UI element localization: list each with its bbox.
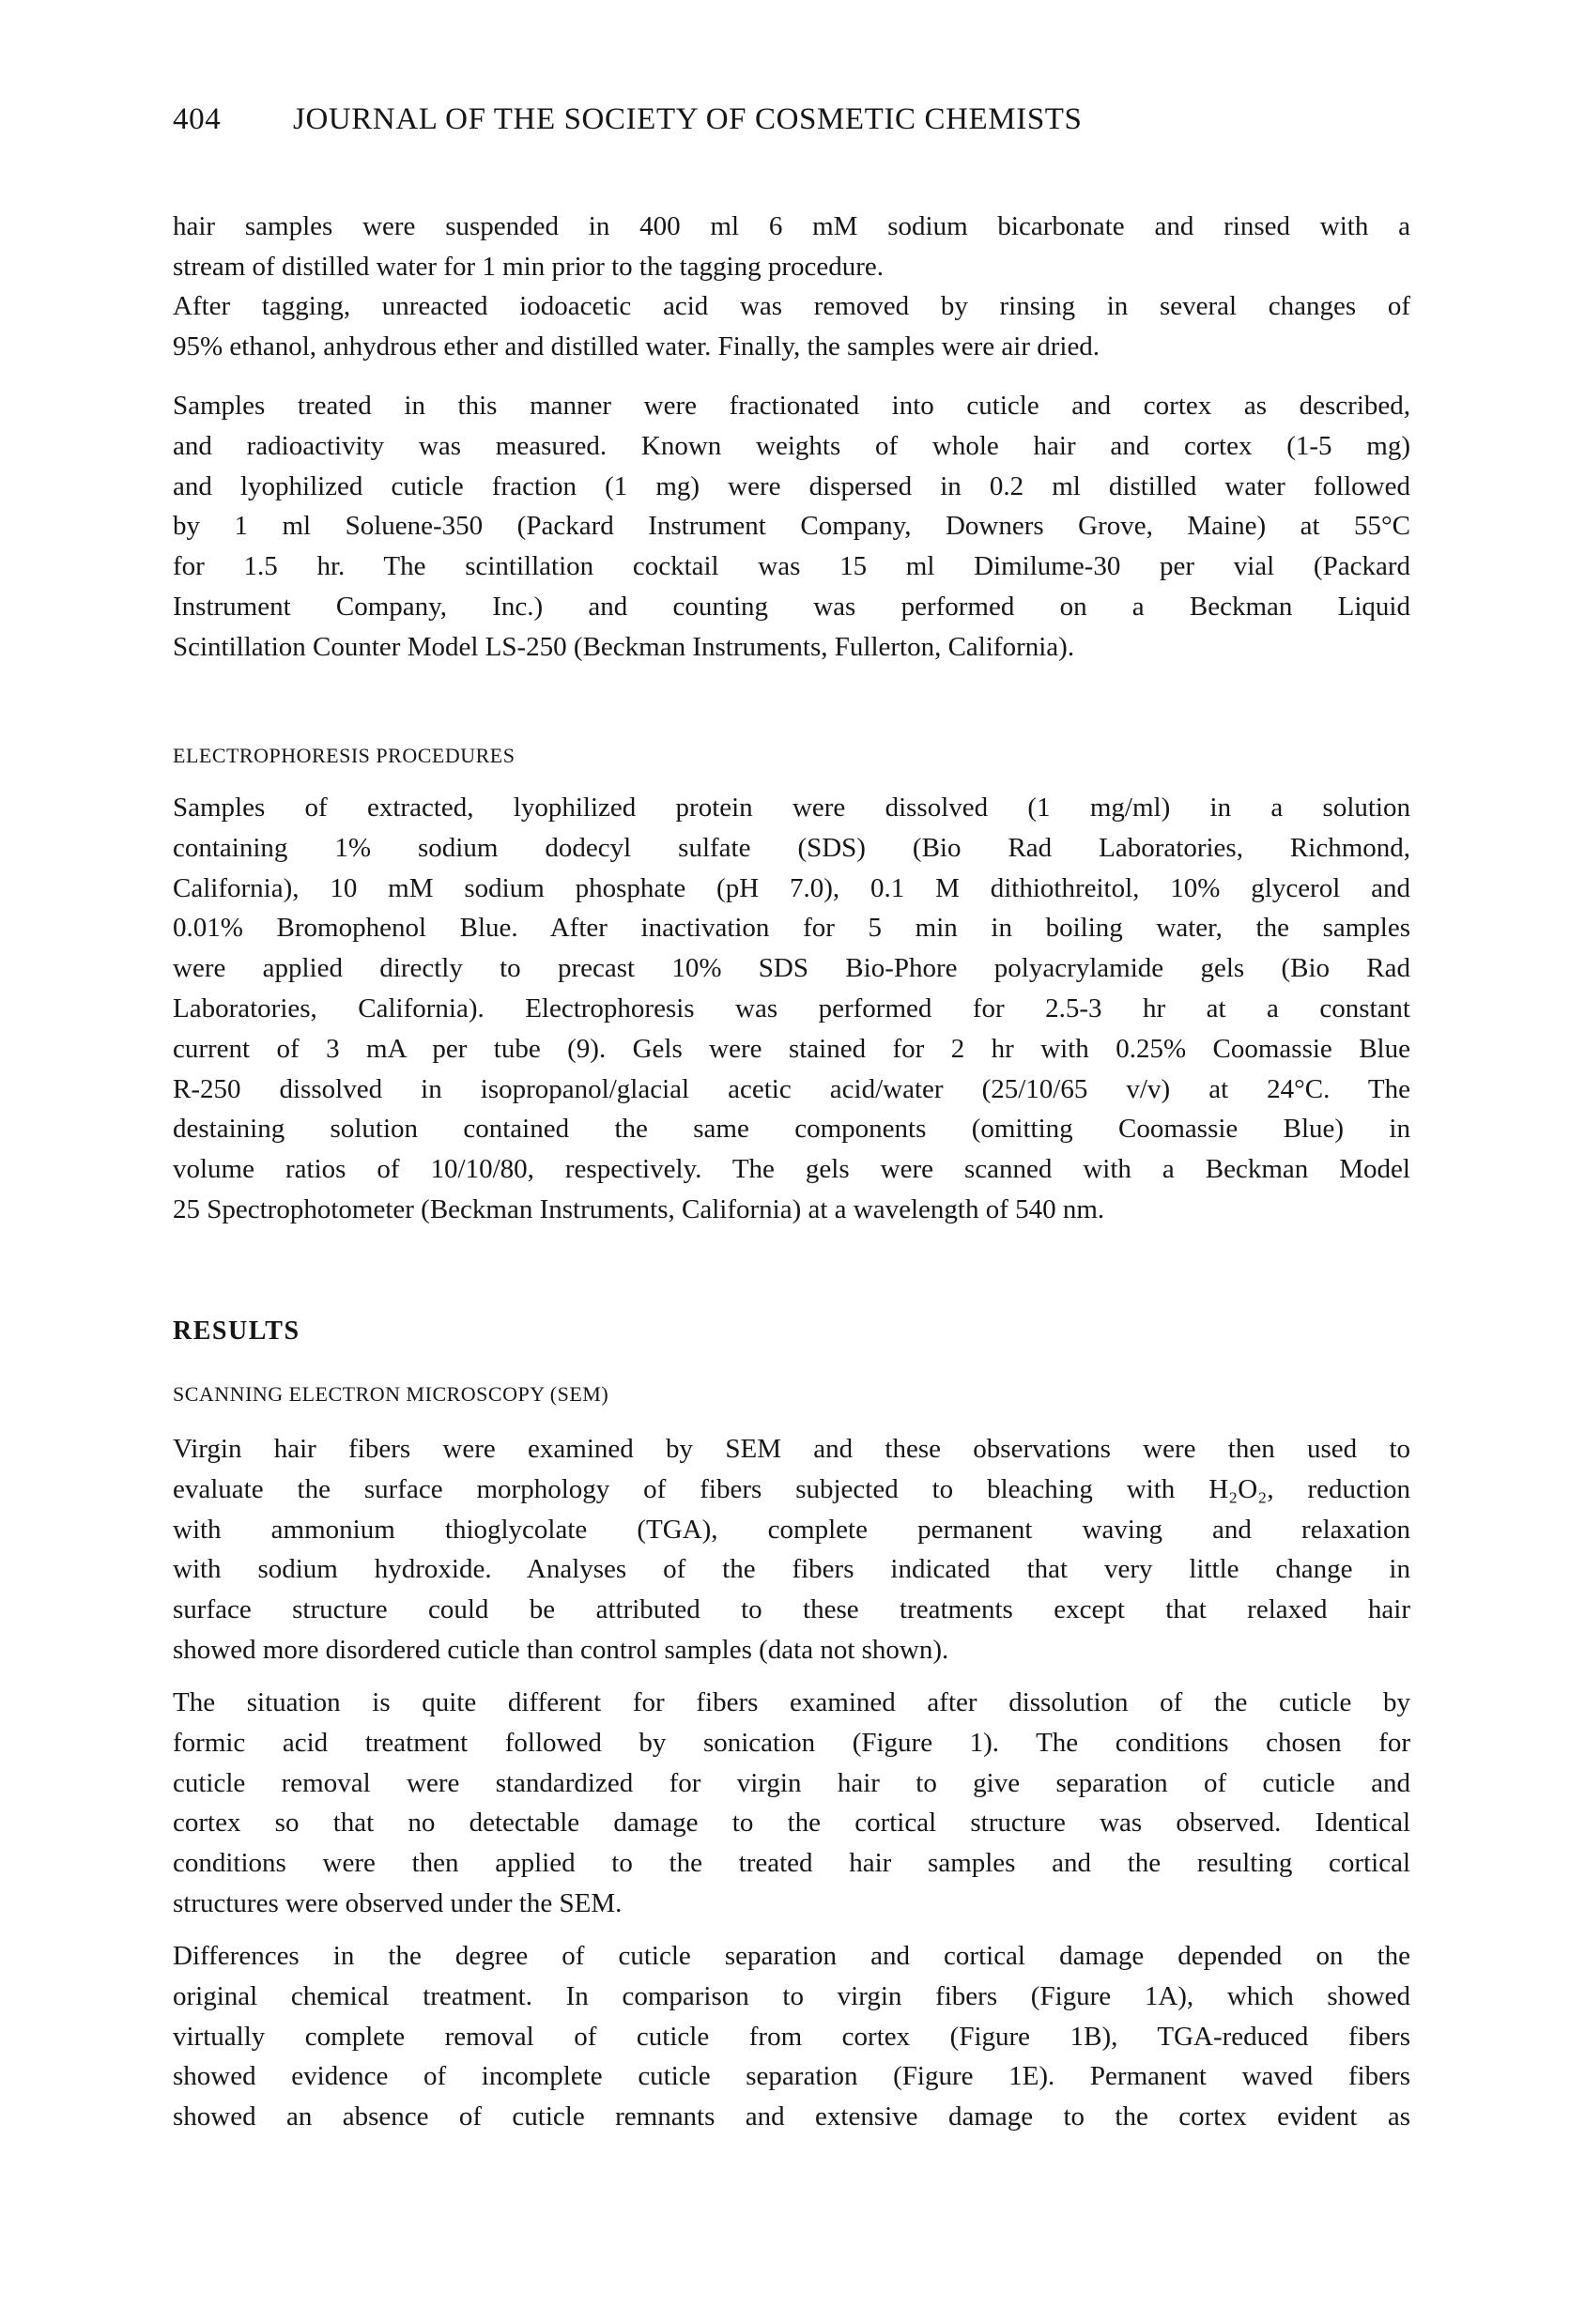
text-line: hair samples were suspended in 400 ml 6 mM sodium bicarbonate and rinsed with a	[173, 211, 1410, 241]
text-line: Scintillation Counter Model LS-250 (Beckman Instruments, Fullerton, California).	[173, 631, 1075, 662]
paragraph-situation	[173, 1683, 1410, 1924]
text-line: surface structure could be attributed to these treatments except that relaxed hair	[173, 1594, 1410, 1625]
text-line: Laboratories, California). Electrophoresis was performed for 2.5-3 hr at a constant	[173, 993, 1410, 1023]
text-line: original chemical treatment. In comparison to virgin fibers (Figure 1A), which showed	[173, 1980, 1410, 2011]
text-line: current of 3 mA per tube (9). Gels were stained for 2 hr with 0.25% Coomassie Blue	[173, 1033, 1410, 1064]
text-line: stream of distilled water for 1 min prior to the tagging procedure.	[173, 251, 885, 282]
text-line: and lyophilized cuticle fraction (1 mg) were dispersed in 0.2 ml distilled water followed	[173, 470, 1410, 501]
text-line: with sodium hydroxide. Analyses of the fibers indicated that very little change in	[173, 1554, 1410, 1585]
paragraph-fractionation	[173, 386, 1410, 668]
text-line: conditions were then applied to the treated hair samples and the resulting cortical	[173, 1848, 1410, 1879]
text-line: Differences in the degree of cuticle separation and cortical damage depended on the	[173, 1941, 1410, 1971]
text-line: destaining solution contained the same components (omitting Coomassie Blue) in	[173, 1114, 1410, 1145]
paragraph-differences	[173, 1936, 1410, 2137]
text-line: California), 10 mM sodium phosphate (pH 7.0), 0.1 M dithiothreitol, 10% glycerol and	[173, 872, 1410, 903]
text-line: Instrument Company, Inc.) and counting was performed on a Beckman Liquid	[173, 591, 1410, 622]
running-header	[173, 100, 1083, 139]
text-line: showed more disordered cuticle than control samples (data not shown).	[173, 1634, 949, 1665]
section-heading-results: RESULTS	[173, 1316, 300, 1346]
journal-title: JOURNAL OF THE SOCIETY OF COSMETIC CHEMISTS	[293, 102, 1083, 136]
text-line: The situation is quite different for fibers examined after dissolution of the cuticle by	[173, 1687, 1410, 1717]
text-line: evaluate the surface morphology of fibers subjected to bleaching with H₂O₂, reduction	[173, 1473, 1410, 1504]
page-number: 404	[173, 102, 222, 136]
subsection-heading-sem: SCANNING ELECTRON MICROSCOPY (SEM)	[173, 1382, 609, 1406]
section-heading-electrophoresis: ELECTROPHORESIS PROCEDURES	[173, 744, 516, 767]
text-line: and radioactivity was measured. Known weights of whole hair and cortex (1-5 mg)	[173, 430, 1410, 461]
text-line: volume ratios of 10/10/80, respectively. The gels were scanned with a Beckman Model	[173, 1154, 1410, 1185]
text-line: by 1 ml Soluene-350 (Packard Instrument Company, Downers Grove, Maine) at 55°C	[173, 511, 1410, 542]
text-line: 0.01% Bromophenol Blue. After inactivation for 5 min in boiling water, the samples	[173, 913, 1410, 944]
text-line: After tagging, unreacted iodoacetic acid was removed by rinsing in several changes of	[173, 291, 1410, 321]
text-line: cortex so that no detectable damage to the cortical structure was observed. Identical	[173, 1808, 1410, 1839]
text-line: Virgin hair fibers were examined by SEM and these observations were then used to	[173, 1434, 1410, 1464]
text-line: Samples of extracted, lyophilized protein were dissolved (1 mg/ml) in a solution	[173, 793, 1410, 823]
text-line: formic acid treatment followed by sonication (Figure 1). The conditions chosen for	[173, 1727, 1410, 1758]
paragraph-electrophoresis	[173, 788, 1410, 1230]
text-line: were applied directly to precast 10% SDS Bio-Phore polyacrylamide gels (Bio Rad	[173, 953, 1410, 984]
text-line: showed evidence of incomplete cuticle separation (Figure 1E). Permanent waved fibers	[173, 2061, 1410, 2092]
paragraph-after-tagging	[173, 286, 1410, 367]
text-line: Samples treated in this manner were fractionated into cuticle and cortex as described,	[173, 391, 1410, 421]
text-line: structures were observed under the SEM.	[173, 1887, 623, 1918]
text-line: 25 Spectrophotometer (Beckman Instruments, California) at a wavelength of 540 nm.	[173, 1193, 1105, 1224]
text-line: showed an absence of cuticle remnants and extensive damage to the cortex evident as	[173, 2101, 1410, 2132]
text-line: R-250 dissolved in isopropanol/glacial acetic acid/water (25/10/65 v/v) at 24°C. The	[173, 1073, 1410, 1104]
paragraph-virgin-hair	[173, 1429, 1410, 1670]
text-line: containing 1% sodium dodecyl sulfate (SDS) (Bio Rad Laboratories, Richmond,	[173, 832, 1410, 863]
text-line: cuticle removal were standardized for virgin hair to give separation of cuticle and	[173, 1767, 1410, 1798]
text-line: virtually complete removal of cuticle from cortex (Figure 1B), TGA-reduced fibers	[173, 2021, 1410, 2052]
text-line: for 1.5 hr. The scintillation cocktail was 15 ml Dimilume-30 per vial (Packard	[173, 551, 1410, 582]
text-line: 95% ethanol, anhydrous ether and distilled water. Finally, the samples were air dried.	[173, 331, 1100, 362]
paragraph-tagging-rinse	[173, 207, 1410, 287]
text-line: with ammonium thioglycolate (TGA), complete permanent waving and relaxation	[173, 1514, 1410, 1545]
